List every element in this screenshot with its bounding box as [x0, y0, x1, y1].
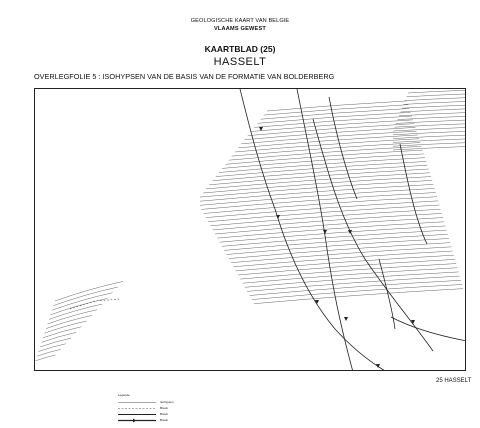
- survey-track: [70, 299, 120, 309]
- contour-line: [402, 105, 465, 108]
- legend-row-fault-arrow: [118, 418, 268, 423]
- legend-title: Legende: [118, 393, 130, 397]
- legend-label: Breuk: [160, 418, 168, 422]
- contour-line: [43, 327, 81, 338]
- contour-line: [217, 222, 444, 238]
- contour-line: [222, 154, 424, 169]
- contour-line: [227, 238, 450, 254]
- contour-line: [213, 165, 428, 180]
- sheet-reference: 25 HASSELT: [436, 378, 472, 384]
- contour-line: [222, 230, 447, 246]
- legend-row-dashed: [118, 406, 268, 411]
- contour-line: [398, 116, 466, 119]
- contour-line: [393, 147, 465, 150]
- legend-row-contour: [118, 400, 268, 405]
- contour-line: [407, 94, 466, 97]
- contour-line: [216, 161, 426, 176]
- contour-line: [213, 213, 442, 229]
- contour-line: [54, 287, 118, 306]
- contour-line: [37, 349, 61, 356]
- map-frame: [34, 88, 466, 371]
- contour-line: [39, 344, 66, 352]
- legend: [118, 393, 268, 425]
- contour-line: [52, 293, 113, 310]
- map-canvas: [35, 89, 466, 371]
- contour-line: [405, 98, 465, 101]
- contour-line: [220, 226, 446, 242]
- contour-line: [204, 197, 438, 214]
- contour-line: [36, 355, 56, 361]
- contour-line: [201, 193, 436, 210]
- overlay-subtitle: OVERLEGFOLIE 5 : ISOHYPSEN VAN DE BASIS VAN DE FORMATIE VAN BOLDERBERG: [34, 72, 335, 81]
- fault-line: [379, 259, 395, 329]
- contour-line: [215, 218, 443, 234]
- contour-line: [396, 120, 465, 123]
- contour-line: [229, 243, 450, 259]
- contour-line: [51, 298, 108, 314]
- contour-line: [399, 113, 465, 116]
- dashed-line-symbol: [118, 406, 158, 411]
- region-title: VLAAMS GEWEST: [213, 26, 266, 32]
- contour-line: [233, 251, 452, 267]
- fault-line: [313, 119, 433, 351]
- legend-row-fault: [118, 412, 268, 417]
- contour-line: [40, 338, 71, 347]
- fault-line: [391, 317, 466, 341]
- sheet-label: KAARTBLAD (25): [204, 44, 276, 54]
- legend-label: Breuk: [160, 412, 168, 416]
- legend-label: Isohypsen: [160, 400, 174, 404]
- contour-line: [219, 158, 425, 173]
- sheet-name: HASSELT: [213, 56, 267, 68]
- contour-line: [231, 247, 451, 263]
- contour-line: [224, 234, 448, 250]
- contour-line-symbol: [118, 400, 158, 405]
- fault-arrow-symbol: [118, 418, 158, 423]
- institute-title: GEOLOGISCHE KAART VAN BELGIE: [190, 18, 290, 24]
- legend-label: Breuk: [160, 406, 168, 410]
- contour-line: [208, 205, 439, 222]
- contour-line: [210, 209, 440, 226]
- contour-line: [236, 255, 454, 271]
- contour-line: [401, 109, 466, 112]
- contour-line: [408, 90, 465, 93]
- contour-line: [404, 101, 466, 104]
- contour-line: [55, 281, 123, 301]
- fault-solid-symbol: [118, 412, 158, 417]
- isohypse-contours-southwest: [36, 281, 124, 360]
- fault-arrow: [344, 317, 348, 321]
- contour-line: [206, 201, 438, 218]
- isohypse-contours: [200, 101, 463, 304]
- fault-arrow: [276, 215, 280, 219]
